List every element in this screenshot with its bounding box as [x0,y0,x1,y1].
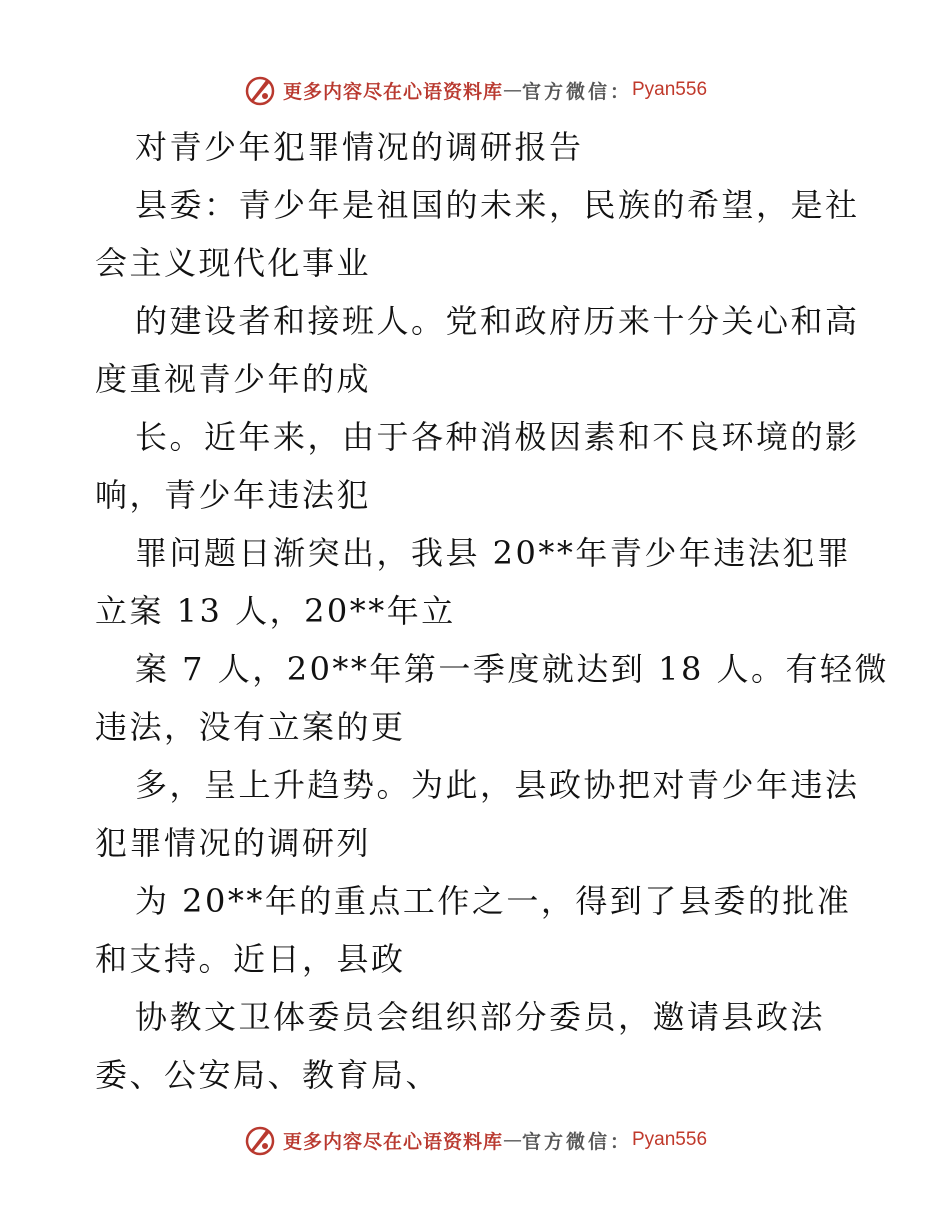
quill-pen-icon [243,1123,277,1157]
quill-pen-icon [243,73,277,107]
watermark-brand: 更多内容尽在心语资料库 [282,80,503,103]
document-line: 对青少年犯罪情况的调研报告 [135,128,584,166]
document-line: 立案 13 人，20**年立 [95,592,456,630]
document-line: 多，呈上升趋势。为此，县政协把对青少年违法 [135,766,860,804]
watermark-wechat-id: Pyan556 [632,79,708,100]
document-body [95,118,889,1104]
watermark-dash: — [502,79,522,101]
document-line: 委、公安局、教育局、 [95,1056,441,1094]
document-line: 违法，没有立案的更 [95,708,406,746]
watermark-footer [0,1120,950,1160]
document-line: 响，青少年违法犯 [95,476,372,514]
watermark-wechat-id: Pyan556 [632,1129,708,1150]
document-line: 案 7 人，20**年第一季度就达到 18 人。有轻微 [135,650,889,688]
watermark-dash: — [502,1129,522,1151]
document-line: 协教文卫体委员会组织部分委员，邀请县政法 [135,998,826,1036]
document-line: 度重视青少年的成 [95,360,372,398]
document-line: 罪问题日渐突出，我县 20**年青少年违法犯罪 [135,534,852,572]
watermark-label: 官方微信： [521,1130,632,1153]
document-line: 县委：青少年是祖国的未来，民族的希望，是社 [135,186,860,224]
watermark-brand: 更多内容尽在心语资料库 [282,1130,503,1153]
document-line: 的建设者和接班人。党和政府历来十分关心和高 [135,302,860,340]
watermark-header [0,70,950,110]
document-line: 长。近年来，由于各种消极因素和不良环境的影 [135,418,860,456]
watermark-label: 官方微信： [521,80,632,103]
document-line: 犯罪情况的调研列 [95,824,372,862]
document-line: 会主义现代化事业 [95,244,372,282]
document-line: 和支持。近日，县政 [95,940,406,978]
document-line: 为 20**年的重点工作之一，得到了县委的批准 [135,882,852,920]
